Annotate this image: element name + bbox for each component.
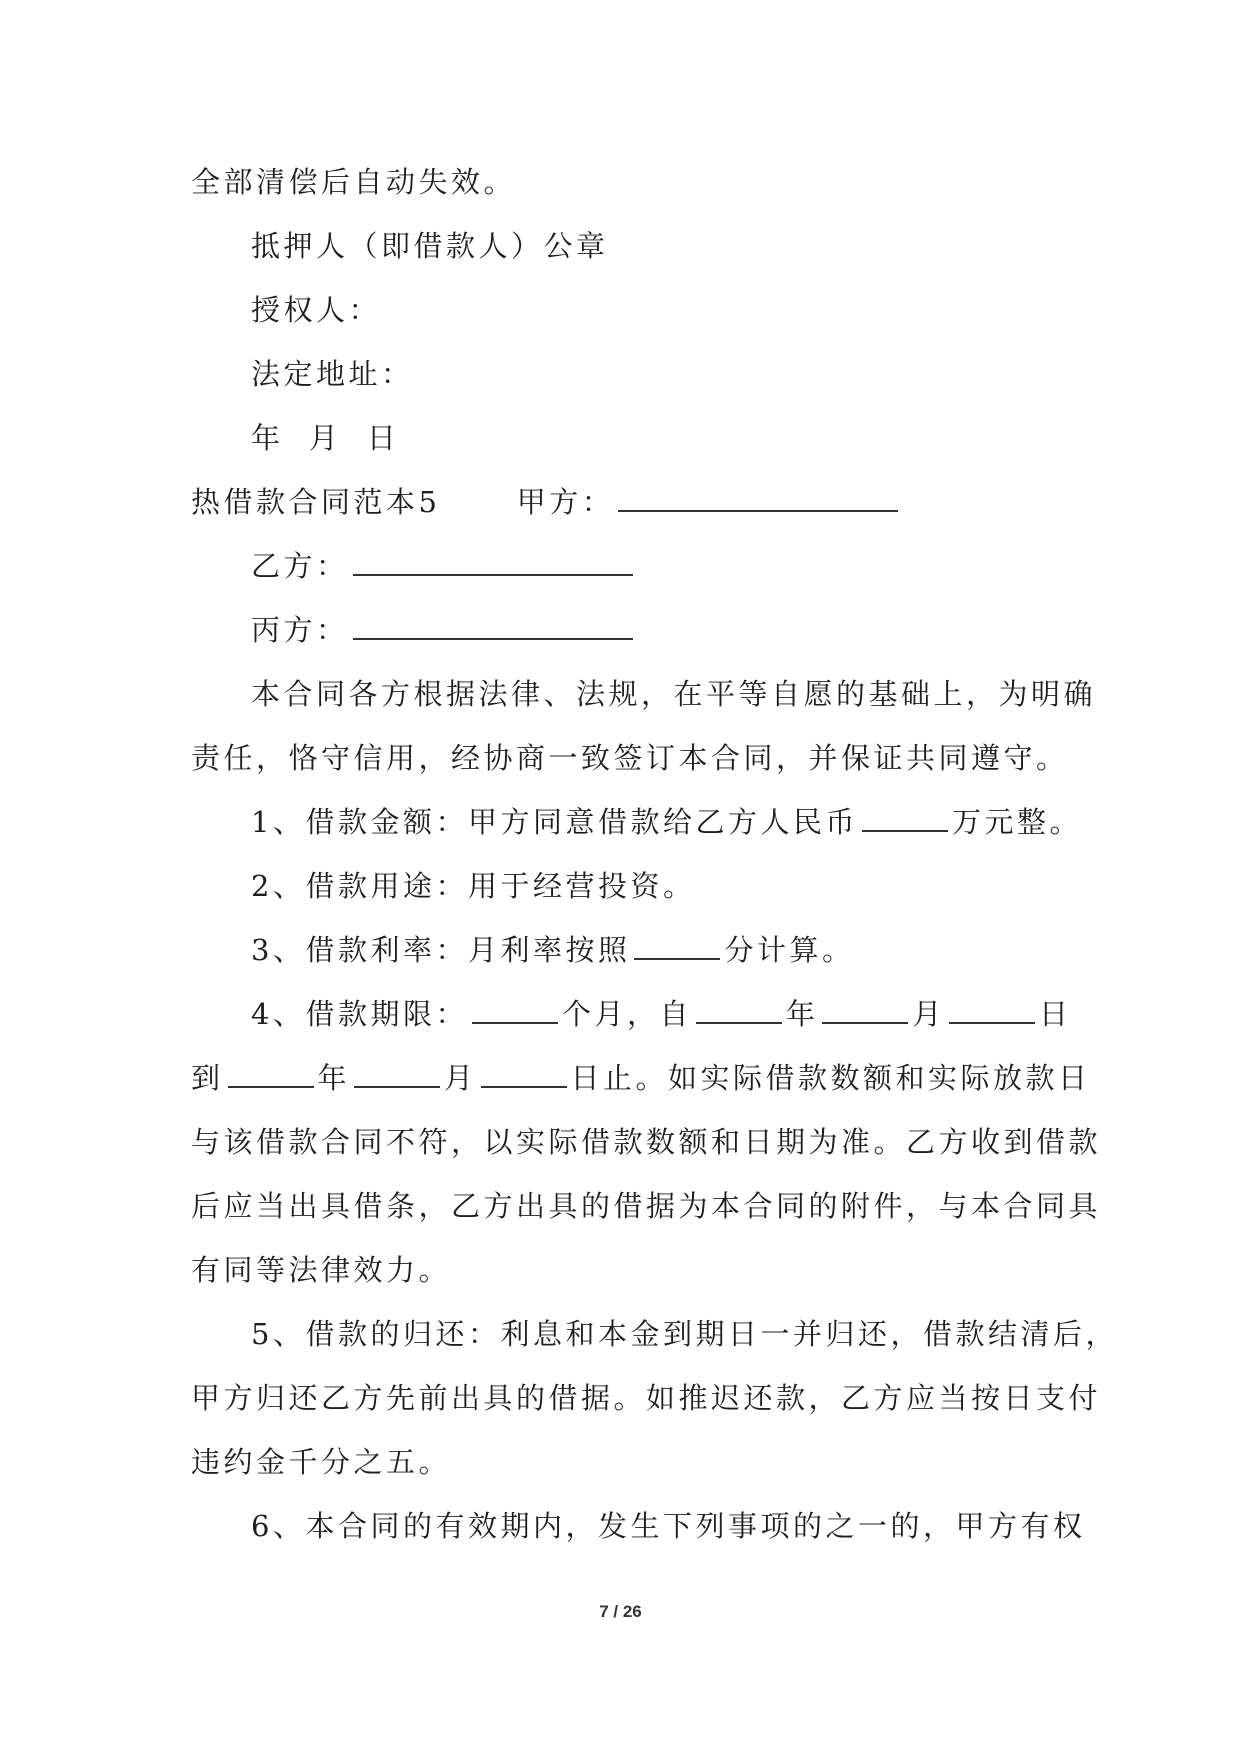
text-line: 与该借款合同不符，以实际借款数额和日期为准。乙方收到借款 — [191, 1125, 1102, 1159]
party-c-label: 丙方： — [251, 613, 349, 647]
text-line: 本合同各方根据法律、法规，在平等自愿的基础上，为明确 — [251, 677, 1097, 711]
term-line — [191, 982, 1072, 1046]
document-body — [191, 150, 1118, 1558]
text-line: 责任，恪守信用，经协商一致签订本合同，并保证共同遵守。 — [191, 741, 1069, 775]
text-line: 后应当出具借条，乙方出具的借据为本合同的附件，与本合同具 — [191, 1189, 1102, 1223]
text-segment: 日 — [1039, 997, 1072, 1031]
text-segment: 月 — [444, 1061, 477, 1095]
start-year-blank — [696, 1000, 782, 1024]
text-segment: 4、借款期限： — [251, 997, 468, 1031]
text-segment: 年 — [785, 997, 819, 1031]
text-segment: 个月，自 — [561, 997, 692, 1031]
interest-line — [191, 918, 1061, 982]
text-line: 2、借款用途：用于经营投资。 — [251, 869, 696, 903]
text-line: 有同等法律效力。 — [191, 1253, 452, 1287]
amount-blank — [862, 808, 948, 832]
text-line: 6、本合同的有效期内，发生下列事项的之一的，甲方有权 — [251, 1509, 1086, 1543]
text-line: 5、借款的归还：利息和本金到期日一并归还，借款结清后， — [251, 1317, 1118, 1351]
text-segment: 月 — [912, 997, 945, 1031]
text-line: 年 月 日 — [251, 421, 400, 455]
text-segment: 万元整。 — [951, 805, 1082, 839]
party-a-label: 甲方： — [516, 485, 615, 519]
text-line: 授权人： — [251, 293, 382, 327]
text-segment: 年 — [317, 1061, 351, 1095]
months-blank — [472, 1000, 558, 1024]
party-c-line — [191, 598, 1061, 662]
party-a-line — [191, 470, 1061, 534]
text-line: 甲方归还乙方先前出具的借据。如推迟还款，乙方应当按日支付 — [191, 1381, 1102, 1415]
end-month-blank — [354, 1064, 440, 1088]
text-segment: 分计算。 — [724, 933, 855, 967]
start-day-blank — [949, 1000, 1035, 1024]
interest-blank — [634, 936, 720, 960]
party-b-blank — [353, 552, 633, 576]
term-end-line — [191, 1046, 1091, 1110]
text-line: 抵押人（即借款人）公章 — [251, 229, 609, 263]
text-segment: 3、借款利率：月利率按照 — [251, 933, 631, 967]
text-segment: 到 — [191, 1061, 224, 1095]
loan-amount-line — [191, 790, 1082, 854]
text-line: 法定地址： — [251, 357, 414, 391]
start-month-blank — [822, 1000, 908, 1024]
end-day-blank — [481, 1064, 567, 1088]
text-segment: 1、借款金额：甲方同意借款给乙方人民币 — [251, 805, 858, 839]
party-b-line — [191, 534, 1061, 598]
party-c-blank — [353, 616, 633, 640]
party-b-label: 乙方： — [251, 549, 349, 583]
text-line: 全部清偿后自动失效。 — [191, 165, 517, 199]
text-segment: 日止。如实际借款数额和实际放款日 — [570, 1061, 1091, 1095]
page-number: 7 / 26 — [599, 1602, 642, 1621]
end-year-blank — [228, 1064, 314, 1088]
text-line: 违约金千分之五。 — [191, 1445, 452, 1479]
section-title: 热借款合同范本5 — [191, 485, 441, 519]
party-a-blank — [618, 488, 898, 512]
